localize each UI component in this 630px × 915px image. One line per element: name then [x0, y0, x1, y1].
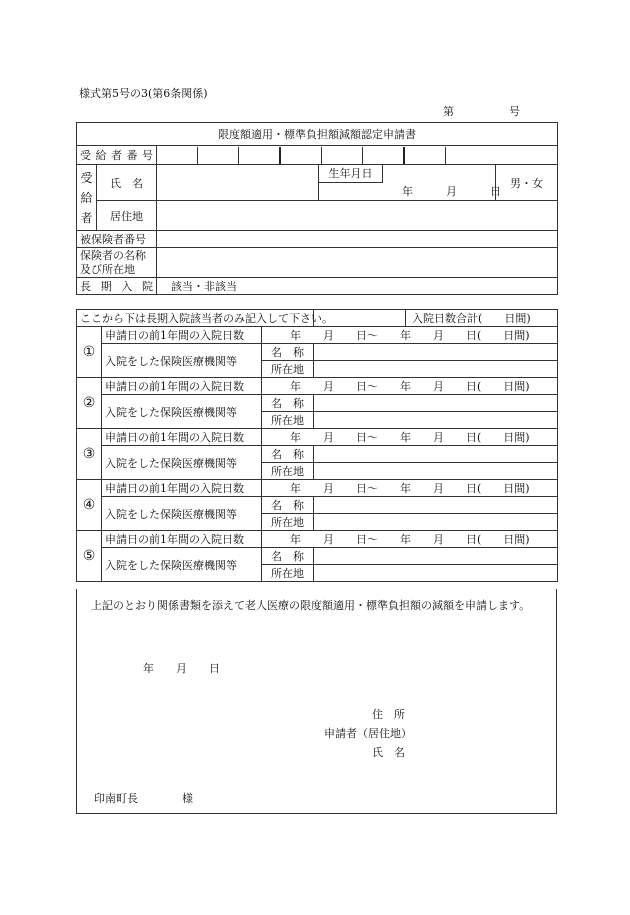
institution-label-5: 入院をした保険医療機関等 [102, 548, 262, 582]
form-number-label: 様式第5号の3(第6条関係) [79, 87, 208, 100]
inst-address-field-4[interactable] [314, 514, 558, 531]
row-index-1: ① [77, 327, 102, 378]
hospitalization-table [76, 309, 558, 582]
name-field[interactable] [157, 165, 319, 201]
inst-name-label-4: 名 称 [262, 497, 314, 514]
birth-date-label: 生年月日 [319, 165, 383, 183]
inst-name-field-5[interactable] [314, 548, 558, 565]
recipient-label: 受給者 [77, 165, 97, 231]
days-label-5: 申請日の前1年間の入院日数 [102, 531, 262, 548]
inst-name-field-1[interactable] [314, 344, 558, 361]
inst-name-field-4[interactable] [314, 497, 558, 514]
inst-name-label-3: 名 称 [262, 446, 314, 463]
long-stay-field[interactable]: 該当・非該当 [157, 278, 558, 295]
inst-name-field-2[interactable] [314, 395, 558, 412]
row-index-4: ④ [77, 480, 102, 531]
date-range-2[interactable]: 年 月 日～ 年 月 日( 日間) [262, 378, 558, 395]
inst-address-field-3[interactable] [314, 463, 558, 480]
insurer-label: 保険者の名称 及び所在地 [77, 248, 157, 278]
inst-address-label-2: 所在地 [262, 412, 314, 429]
application-date[interactable]: 年 月 日 [143, 662, 220, 675]
recipient-number-label: 受給者番号 [77, 146, 157, 165]
inst-name-label-2: 名 称 [262, 395, 314, 412]
form-title: 限度額適用・標準負担額減額認定申請書 [77, 123, 558, 146]
birth-date-cell[interactable]: 生年月日 年 月 日 [319, 165, 496, 201]
declaration-text: 上記のとおり関係書類を添えて老人医療の限度額適用・標準負担額の減額を申請します。 [91, 599, 531, 612]
recipient-number-boxes[interactable] [157, 146, 558, 165]
date-range-4[interactable]: 年 月 日～ 年 月 日( 日間) [262, 480, 558, 497]
inst-address-label-3: 所在地 [262, 463, 314, 480]
inst-name-field-3[interactable] [314, 446, 558, 463]
inst-address-field-1[interactable] [314, 361, 558, 378]
addressee: 印南町長 様 [94, 792, 193, 805]
insured-number-field[interactable] [157, 231, 558, 248]
inst-name-label-5: 名 称 [262, 548, 314, 565]
name-label: 氏 名 [97, 165, 157, 201]
date-range-1[interactable]: 年 月 日～ 年 月 日( 日間) [262, 327, 558, 344]
days-label-3: 申請日の前1年間の入院日数 [102, 429, 262, 446]
days-label-4: 申請日の前1年間の入院日数 [102, 480, 262, 497]
long-stay-note: ここから下は長期入院該当者のみ記入して下さい。 [77, 310, 314, 327]
applicant-address-label: 住 所 [372, 708, 405, 721]
long-stay-label: 長期入院 [77, 278, 157, 295]
address-field[interactable] [157, 201, 558, 231]
applicant-label: 申請者（居住地） [324, 727, 412, 740]
date-range-3[interactable]: 年 月 日～ 年 月 日( 日間) [262, 429, 558, 446]
insured-number-label: 被保険者番号 [77, 231, 157, 248]
inst-address-field-2[interactable] [314, 412, 558, 429]
declaration-box [76, 589, 557, 814]
total-days-field[interactable]: 入院日数合計( 日間) [314, 310, 558, 327]
days-label-1: 申請日の前1年間の入院日数 [102, 327, 262, 344]
applicant-table [76, 122, 558, 295]
address-label: 居住地 [97, 201, 157, 231]
institution-label-2: 入院をした保険医療機関等 [102, 395, 262, 429]
inst-name-label-1: 名 称 [262, 344, 314, 361]
institution-label-1: 入院をした保険医療機関等 [102, 344, 262, 378]
inst-address-label-4: 所在地 [262, 514, 314, 531]
document-number: 第 号 [443, 105, 520, 118]
institution-label-3: 入院をした保険医療機関等 [102, 446, 262, 480]
institution-label-4: 入院をした保険医療機関等 [102, 497, 262, 531]
row-index-2: ② [77, 378, 102, 429]
inst-address-label-1: 所在地 [262, 361, 314, 378]
days-label-2: 申請日の前1年間の入院日数 [102, 378, 262, 395]
inst-address-field-5[interactable] [314, 565, 558, 582]
date-range-5[interactable]: 年 月 日～ 年 月 日( 日間) [262, 531, 558, 548]
gender-field[interactable]: 男・女 [496, 165, 558, 201]
insurer-field[interactable] [157, 248, 558, 278]
row-index-3: ③ [77, 429, 102, 480]
applicant-name-label: 氏 名 [372, 746, 405, 759]
row-index-5: ⑤ [77, 531, 102, 582]
inst-address-label-5: 所在地 [262, 565, 314, 582]
